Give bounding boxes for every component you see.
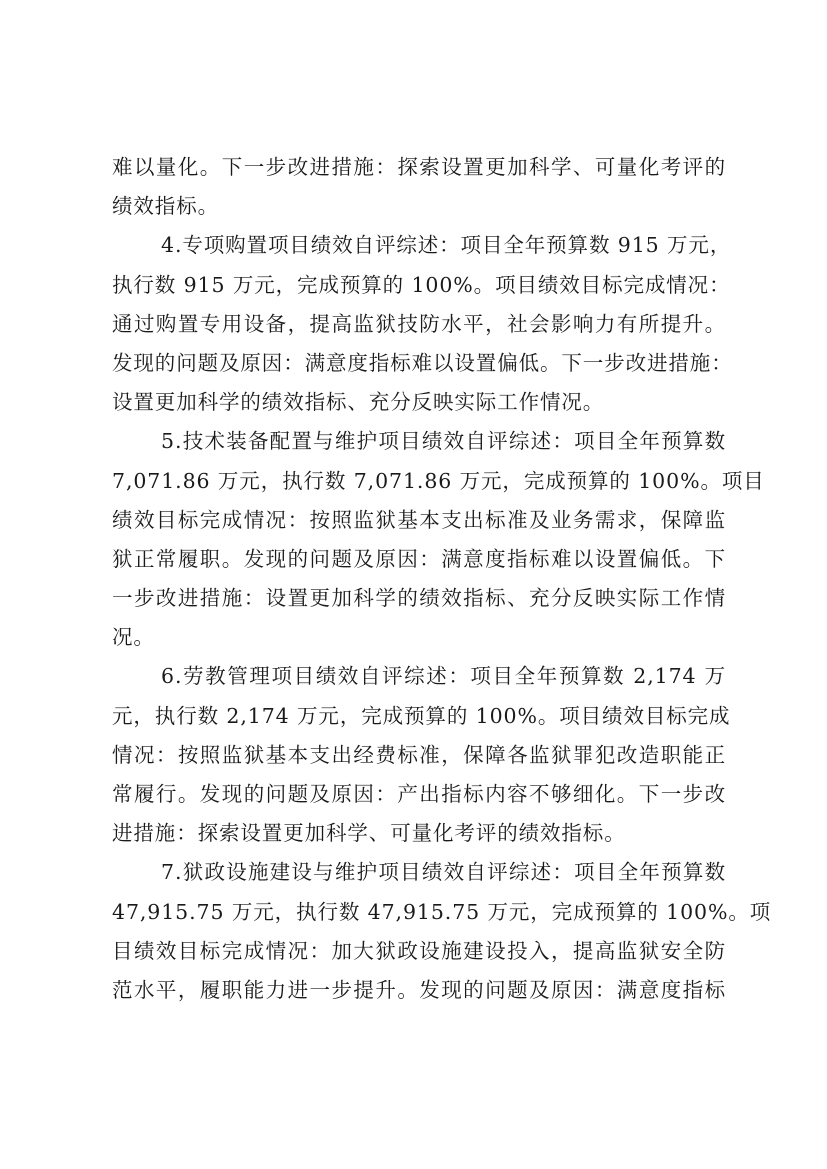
- text-line: 狱正常履职。发现的问题及原因：满意度指标难以设置偏低。下: [112, 546, 726, 571]
- text-line: 发现的问题及原因：满意度指标难以设置偏低。下一步改进措施：: [112, 350, 733, 375]
- text-line: 一步改进措施：设置更加科学的绩效指标、充分反映实际工作情: [112, 586, 726, 611]
- paragraph-first-line: 4.专项购置项目绩效自评综述：项目全年预算数 915 万元，: [161, 233, 732, 258]
- text-line: 执行数 915 万元，完成预算的 100%。项目绩效目标完成情况：: [112, 272, 731, 297]
- text-line: 绩效指标。: [112, 194, 219, 219]
- text-line: 通过购置专用设备，提高监狱技防水平，社会影响力有所提升。: [112, 311, 726, 336]
- paragraph-first-line: 6.劳教管理项目绩效自评综述：项目全年预算数 2,174 万: [161, 664, 726, 689]
- text-line: 常履行。发现的问题及原因：产出指标内容不够细化。下一步改: [112, 782, 726, 806]
- text-line: 况。: [112, 625, 155, 650]
- text-line: 难以量化。下一步改进措施：探索设置更加科学、可量化考评的: [112, 155, 726, 179]
- text-line: 7,071.86 万元，执行数 7,071.86 万元，完成预算的 100%。项目: [112, 468, 765, 493]
- text-line: 范水平，履职能力进一步提升。发现的问题及原因：满意度指标: [112, 977, 726, 1002]
- text-line: 绩效目标完成情况：按照监狱基本支出标准及业务需求，保障监: [112, 507, 726, 532]
- text-line: 设置更加科学的绩效指标、充分反映实际工作情况。: [112, 390, 605, 415]
- text-line: 元，执行数 2,174 万元，完成预算的 100%。项目绩效目标完成: [112, 703, 731, 728]
- body-text: [112, 148, 772, 1010]
- text-line: 目绩效目标完成情况：加大狱政设施建设投入，提高监狱安全防: [112, 938, 726, 963]
- paragraph-first-line: 7.狱政设施建设与维护项目绩效自评综述：项目全年预算数: [161, 860, 726, 885]
- text-line: 情况：按照监狱基本支出经费标准，保障各监狱罪犯改造职能正: [112, 742, 726, 767]
- text-line: 47,915.75 万元，执行数 47,915.75 万元，完成预算的 100%。项: [112, 899, 772, 924]
- text-line: 进措施：探索设置更加科学、可量化考评的绩效指标。: [112, 821, 626, 846]
- paragraph-first-line: 5.技术装备配置与维护项目绩效自评综述：项目全年预算数: [161, 429, 726, 454]
